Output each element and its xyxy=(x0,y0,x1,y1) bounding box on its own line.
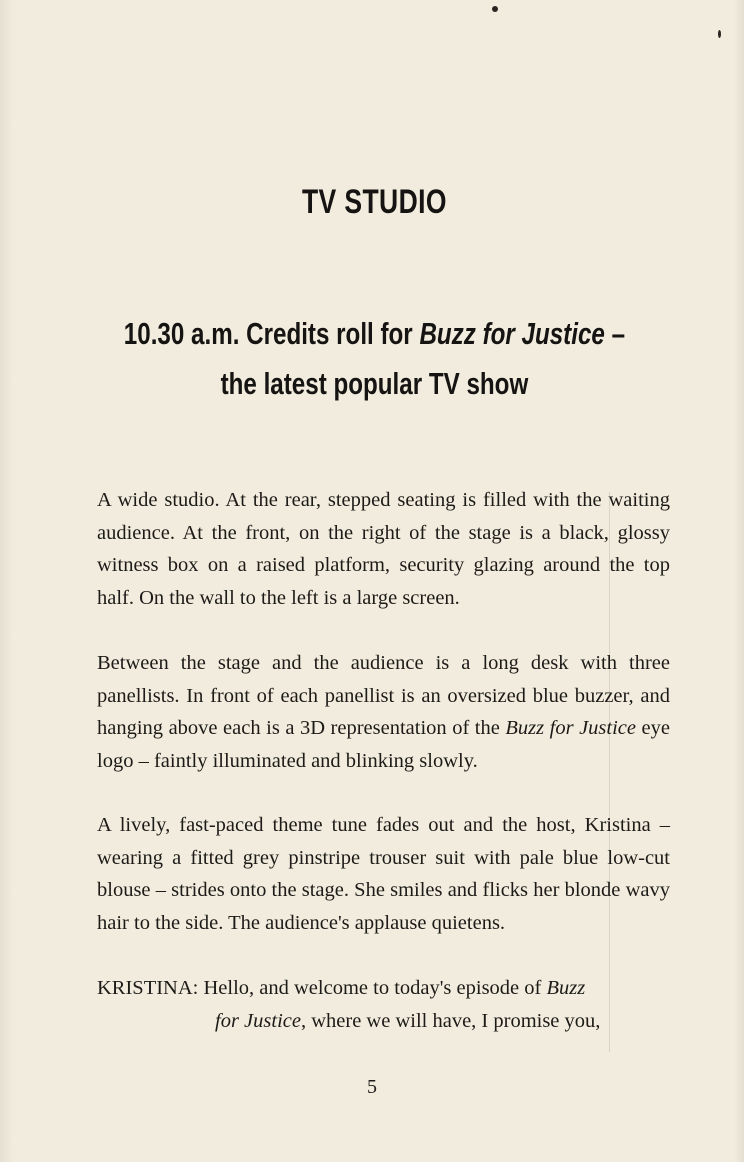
paragraph-host-entrance: A lively, fast-paced theme tune fades out and the host, Kristina – wearing a fitted grey pinstripe trouser suit with pale blue low-cut blouse – strides onto the stage. She smiles and flicks her blonde wavy hair to the side. The audience's applause quietens. xyxy=(97,814,670,934)
dialogue-text: Hello, and welcome to today's episode of xyxy=(198,977,547,999)
dialogue-kristina xyxy=(97,972,670,1037)
show-title: for Justice xyxy=(215,1009,301,1032)
ink-speck xyxy=(718,30,721,38)
scene-time-line xyxy=(84,316,664,352)
scene-heading: TV STUDIO xyxy=(301,183,447,221)
show-title: Buzz for Justice xyxy=(505,717,637,739)
show-title: Buzz xyxy=(546,977,586,999)
paragraph-text: eye logo – faintly illuminated and blinking slowly. xyxy=(97,717,670,772)
dialogue-text: , where we will have, I promise you, xyxy=(300,1009,601,1032)
show-title: Buzz for Justice xyxy=(419,316,605,351)
page-number: 5 xyxy=(367,1076,377,1098)
paragraph-text: Between the stage and the audience is a long desk with three panellists. In front of each panellist is an oversized blue buzzer, and hanging above each is a 3D representation of the xyxy=(97,652,670,739)
paragraph-panellists xyxy=(97,647,670,777)
ink-speck xyxy=(492,6,498,12)
dialogue-continuation xyxy=(97,1005,670,1038)
scene-time-text: 10.30 a.m. Credits roll for xyxy=(123,316,420,351)
paragraph-studio-description: A wide studio. At the rear, stepped seating is filled with the waiting audience. At the front, on the right of the stage is a black, glossy witness box on a raised platform, security glazing around the top half. On the wall to the left is a large screen. xyxy=(97,489,670,609)
speaker-name: KRISTINA: xyxy=(97,977,199,999)
scene-subtitle: the latest popular TV show xyxy=(220,366,529,401)
dash: – xyxy=(604,316,626,351)
